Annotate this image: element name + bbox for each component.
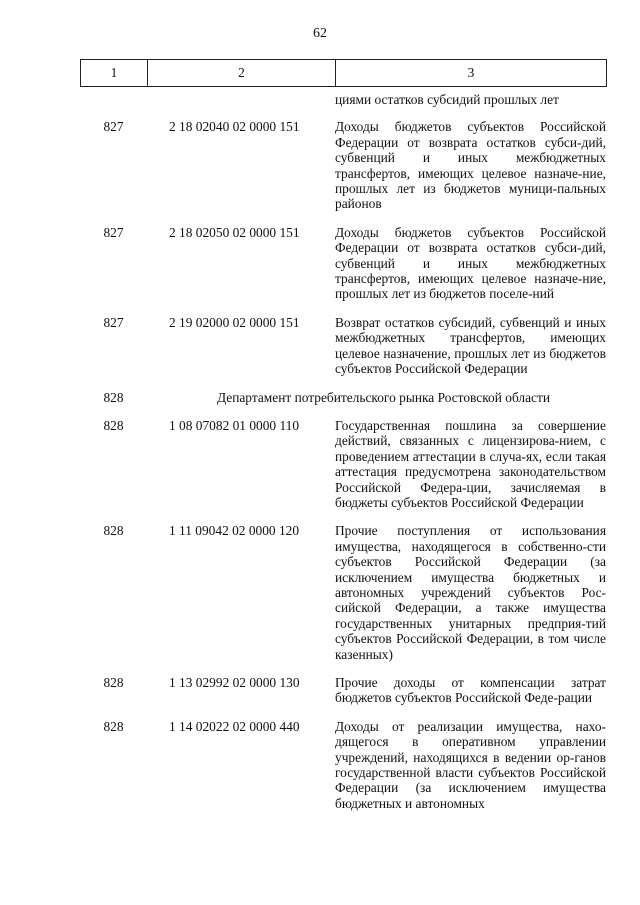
budget-code: 2 18 02040 02 0000 151	[169, 119, 300, 135]
table-row	[80, 418, 606, 510]
department-row	[80, 390, 606, 405]
table-row	[80, 523, 606, 662]
budget-code: 1 13 02992 02 0000 130	[169, 675, 300, 690]
admin-code: 828	[103, 718, 124, 734]
table-body	[80, 92, 606, 824]
table-row	[80, 315, 606, 377]
column-header-1: 1	[81, 60, 148, 87]
admin-code: 828	[103, 417, 124, 433]
table-row	[80, 719, 606, 811]
admin-code: 828	[103, 389, 124, 405]
income-description: Доходы бюджетов субъектов Российской Федерации от возврата остатков субси-дий, субвенций и иных межбюджетных трансфертов, имеющих целевое назначе-ние, прошлых лет из бюджетов муници-пальных районов	[335, 119, 606, 212]
income-description: Государственная пошлина за совершение действий, связанных с лицензирова-нием, с проведением аттестации в случа-ях, если такая аттестация предусмотрена законодательством Российской Федера-ции, зачисляемая в бюджеты субъектов Российской Федерации	[335, 417, 606, 510]
income-description: Прочие доходы от компенсации затрат бюджетов субъектов Российской Феде-рации	[335, 675, 606, 706]
admin-code: 827	[103, 314, 124, 330]
admin-code: 827	[103, 224, 124, 240]
continuation-row	[80, 92, 606, 107]
income-description: Доходы от реализации имущества, нахо-дящегося в оперативном управлении учреждений, находящихся в ведении ор-ганов государственной власти субъектов Российской Федерации (за исключением имущества бюджетных и автономных	[335, 718, 606, 811]
column-header-3: 3	[336, 60, 607, 87]
column-header-2: 2	[148, 60, 336, 87]
admin-code: 827	[103, 119, 124, 135]
admin-code: 828	[103, 675, 124, 690]
budget-code: 1 11 09042 02 0000 120	[169, 523, 300, 539]
page-number: 62	[313, 26, 327, 41]
budget-code: 1 08 07082 01 0000 110	[169, 417, 300, 433]
admin-code: 828	[103, 523, 124, 539]
budget-code: 2 19 02000 02 0000 151	[169, 314, 300, 330]
income-description: Доходы бюджетов субъектов Российской Федерации от возврата остатков субси-дий, субвенций и иных межбюджетных трансфертов, имеющих целевое назначе-ние, прошлых лет из бюджетов поселе-ний	[335, 224, 606, 302]
budget-code: 1 14 02022 02 0000 440	[169, 718, 300, 734]
continuation-text: циями остатков субсидий прошлых лет	[335, 92, 559, 107]
table-row	[80, 675, 606, 706]
department-name: Департамент потребительского рынка Ростовской области	[216, 389, 551, 405]
table-row	[80, 119, 606, 211]
income-description: Прочие поступления от использования имущества, находящегося в собственно-сти субъектов Российской Федерации (за исключением имущества бюджетных и автономных учреждений субъектов Рос-сийской Федерации, а также имущества государственных унитарных предприя-тий субъектов Российской Федерации, в том числе казенных)	[335, 523, 606, 662]
budget-code: 2 18 02050 02 0000 151	[169, 224, 300, 240]
table-row	[80, 225, 606, 302]
table-header	[80, 59, 607, 87]
income-description: Возврат остатков субсидий, субвенций и иных межбюджетных трансфертов, имеющих целевое назначение, прошлых лет из бюджетов субъектов Российской Федерации	[335, 314, 606, 377]
